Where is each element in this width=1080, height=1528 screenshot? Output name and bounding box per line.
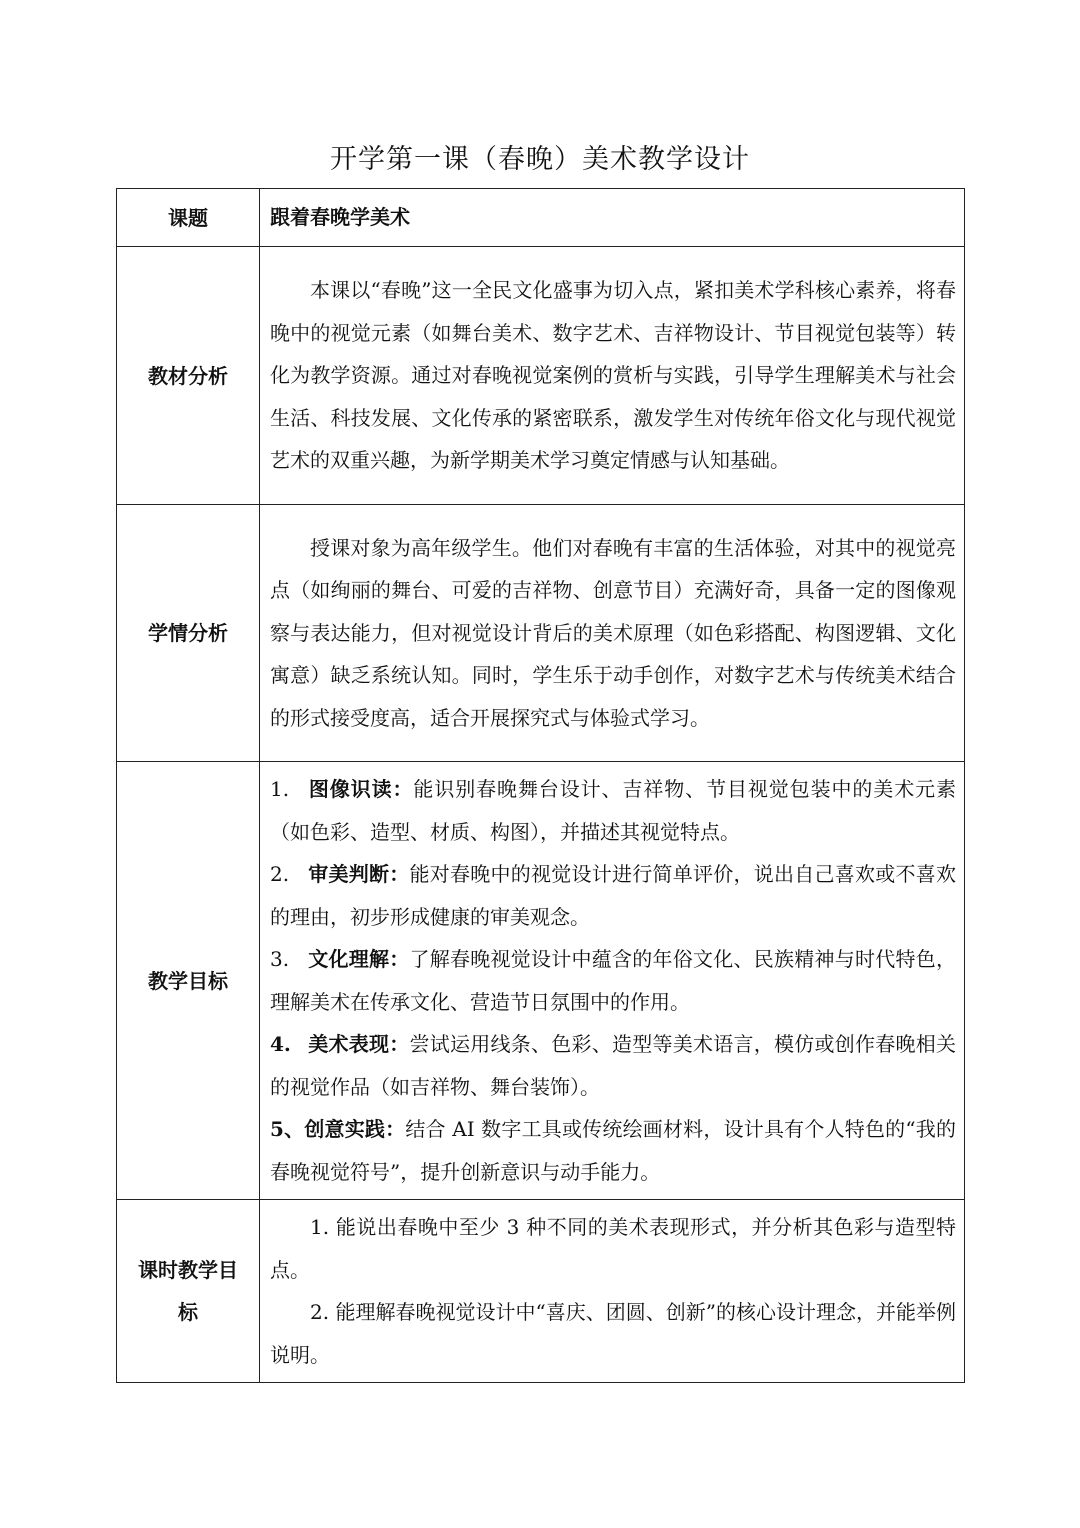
student-analysis-text: 授课对象为高年级学生。他们对春晚有丰富的生活体验，对其中的视觉亮点（如绚丽的舞台、可爱的吉祥物、创意节目）充满好奇，具备一定的图像观察与表达能力，但对视觉设计背后的美术原理（如色彩搭配、构图逻辑、文化寓意）缺乏系统认知。同时，学生乐于动手创作，对数字艺术与传统美术结合的形式接受度高，适合开展探究式与体验式学习。	[270, 535, 956, 730]
goal-text: 能识别春晚舞台设计、吉祥物、节目视觉包装中的美术元素（如色彩、造型、材质、构图），并描述其视觉特点。	[270, 777, 957, 844]
goal-heading: 文化理解：	[308, 947, 410, 971]
table-row-students	[117, 505, 965, 762]
goal-number: 4.	[270, 1032, 291, 1056]
goal-heading: 美术表现：	[308, 1032, 410, 1056]
lesson-goal-item: 2. 能理解春晚视觉设计中“喜庆、团圆、创新”的核心设计理念，并能举例说明。	[270, 1300, 956, 1367]
table-row-goals	[117, 762, 965, 1200]
lesson-goal-item: 1. 能说出春晚中至少 3 种不同的美术表现形式，并分析其色彩与造型特点。	[270, 1215, 956, 1282]
goal-heading: 图像识读：	[308, 777, 414, 801]
goal-text: 能对春晚中的视觉设计进行简单评价，说出自己喜欢或不喜欢的理由，初步形成健康的审美观念。	[270, 862, 956, 929]
goal-text: 结合 AI 数字工具或传统绘画材料，设计具有个人特色的“我的春晚视觉符号”，提升创新意识与动手能力。	[270, 1117, 956, 1184]
goal-item	[270, 1108, 956, 1193]
material-analysis-text: 本课以“春晚”这一全民文化盛事为切入点，紧扣美术学科核心素养，将春晚中的视觉元素（如舞台美术、数字艺术、吉祥物设计、节目视觉包装等）转化为教学资源。通过对春晚视觉案例的赏析与实践，引导学生理解美术与社会生活、科技发展、文化传承的紧密联系，激发学生对传统年俗文化与现代视觉艺术的双重兴趣，为新学期美术学习奠定情感与认知基础。	[270, 278, 956, 473]
goal-heading: 审美判断：	[308, 862, 410, 886]
goal-heading: 创意实践：	[304, 1117, 406, 1141]
document-title: 开学第一课（春晚）美术教学设计	[330, 144, 750, 175]
goal-text: 尝试运用线条、色彩、造型等美术语言，模仿或创作春晚相关的视觉作品（如吉祥物、舞台装饰）。	[270, 1032, 956, 1099]
label-lesson-goals: 课时教学目标	[117, 1200, 260, 1383]
lesson-goals-cell	[260, 1200, 965, 1383]
table-row-material	[117, 247, 965, 505]
lesson-plan-table	[116, 188, 965, 1383]
topic-value: 跟着春晚学美术	[260, 189, 965, 247]
table-row-topic	[117, 189, 965, 247]
student-analysis-cell	[260, 505, 965, 762]
goal-text: 了解春晚视觉设计中蕴含的年俗文化、民族精神与时代特色，理解美术在传承文化、营造节日氛围中的作用。	[270, 947, 956, 1014]
goal-number: 2.	[270, 862, 290, 886]
goal-number: 3.	[270, 947, 290, 971]
goal-item	[270, 768, 956, 853]
goal-number: 5、	[270, 1117, 305, 1141]
goal-item	[270, 1023, 956, 1108]
goal-number: 1.	[270, 777, 290, 801]
label-student-analysis: 学情分析	[117, 505, 260, 762]
table-row-lesson-goals	[117, 1200, 965, 1383]
label-topic: 课题	[117, 189, 260, 247]
label-teaching-goals: 教学目标	[117, 762, 260, 1200]
teaching-goals-cell	[260, 762, 965, 1200]
goal-item	[270, 853, 956, 938]
material-analysis-cell	[260, 247, 965, 505]
goal-item	[270, 938, 956, 1023]
label-material-analysis: 教材分析	[117, 247, 260, 505]
